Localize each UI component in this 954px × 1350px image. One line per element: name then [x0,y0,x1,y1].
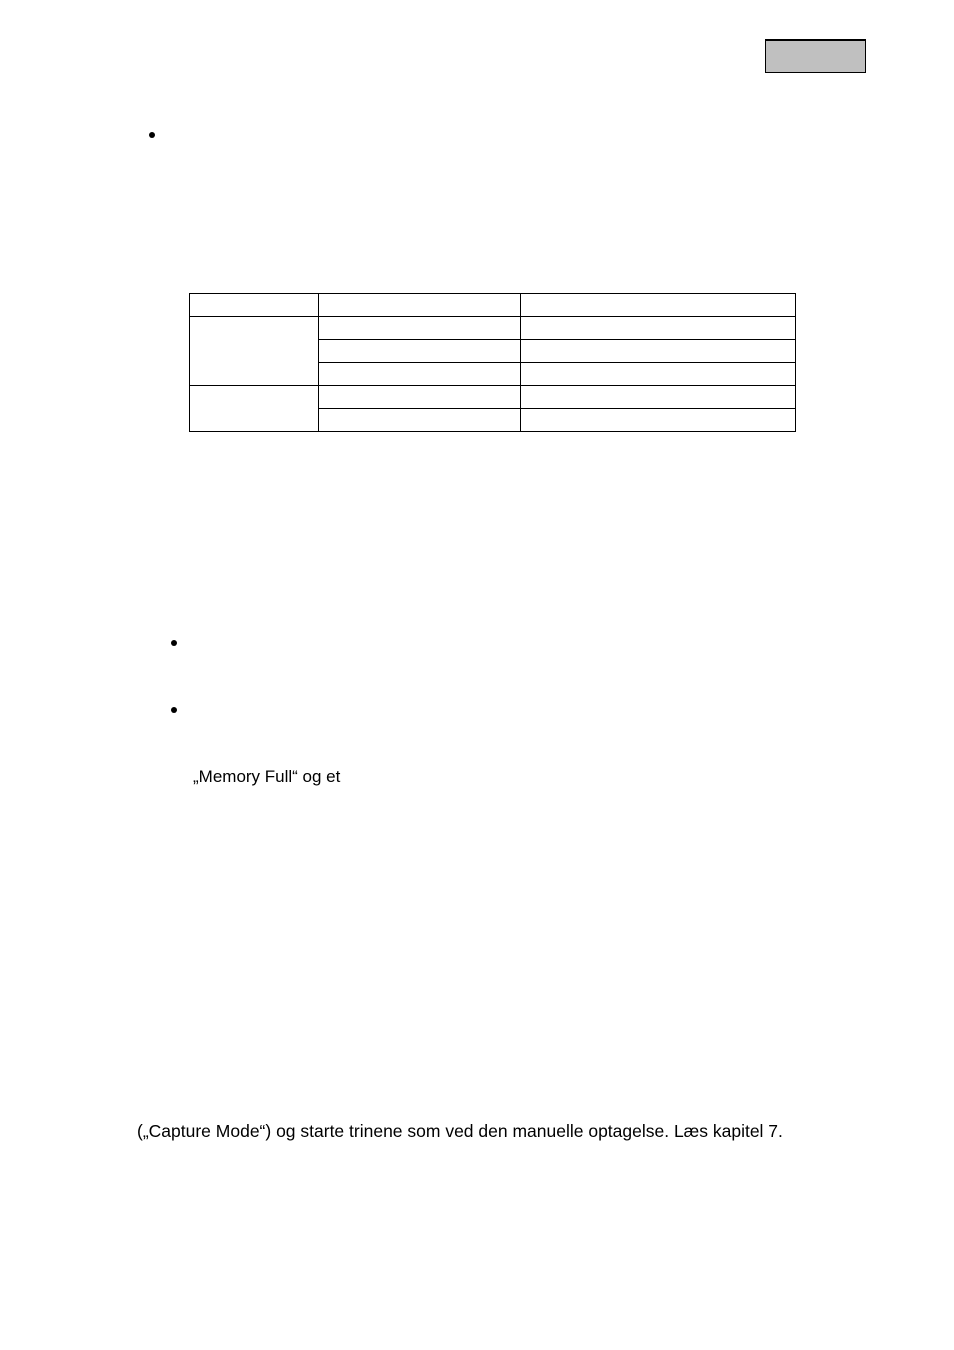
bullet-point [149,132,155,138]
capture-mode-text: („Capture Mode“) og starte trinene som ved den manuelle optagelse. Læs kapitel 7. [137,1121,783,1141]
table-row [190,317,796,340]
table-cell [190,386,319,432]
table-cell [521,317,796,340]
bullet-point [171,640,177,646]
table-cell [190,317,319,386]
table-cell [190,294,319,317]
table-cell [319,363,521,386]
table-cell [521,340,796,363]
settings-table [189,293,796,432]
table-cell [319,294,521,317]
table-row [190,386,796,409]
table-cell [521,409,796,432]
table-cell [521,363,796,386]
table-cell [319,409,521,432]
language-tab [765,39,866,73]
table-cell [521,294,796,317]
table-cell [521,386,796,409]
bullet-point [171,707,177,713]
table-row [190,294,796,317]
table-cell [319,317,521,340]
memory-full-text: „Memory Full“ og et [193,767,341,786]
table-cell [319,386,521,409]
table-cell [319,340,521,363]
